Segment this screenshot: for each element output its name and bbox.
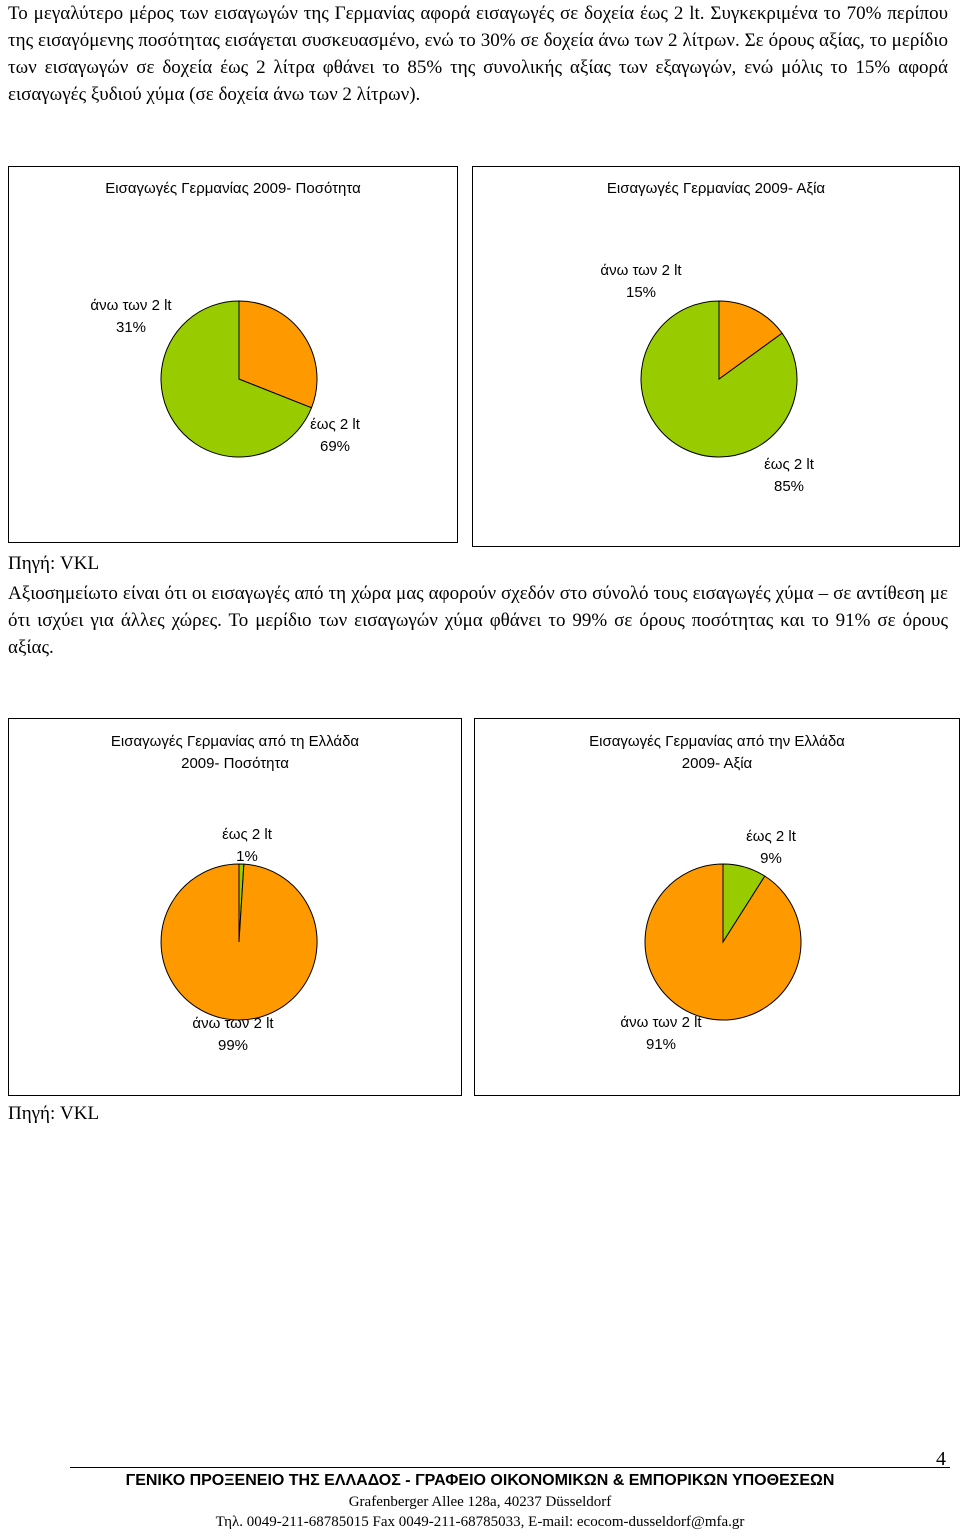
pie-chart-greece-value [474,718,960,1096]
pie-chart-quantity [8,166,458,543]
footer-divider [70,1467,950,1468]
slice-name: έως 2 lt [746,828,796,845]
chart-title-line-2: 2009- Ποσότητα [181,755,289,772]
slice-pct: 1% [236,848,258,865]
slice-pct: 31% [115,319,147,336]
slice-name: άνω των 2 lt [620,1014,702,1031]
slice-name: έως 2 lt [310,416,360,433]
chart-title-line-2: 2009- Αξία [681,755,753,772]
slice-name: άνω των 2 lt [192,1015,274,1032]
slice-pct: 69% [319,438,351,455]
chart-title-line-1: Εισαγωγές Γερμανίας από την Ελλάδα [589,733,845,750]
pie-chart-greece-quantity [8,718,462,1096]
source-note: Πηγή: VKL [8,553,100,574]
intro-paragraph: Το μεγαλύτερο μέρος των εισαγωγών της Γερμανίας αφορά εισαγωγές σε δοχεία έως 2 lt. Συγκεκριμένα το 70% περίπου της εισαγόμενης ποσότητας εισάγεται συσκευασμένο, ενώ το 30% σε δοχεία άνω των 2 λίτρων. Σε όρους αξίας, το μερίδιο των εισαγωγών σε δοχεία έως 2 λίτρα φθάνει το 85% της συνολικής αξίας των εξαγωγών, ενώ μόλις το 15% αφορά εισαγωγές ξυδιού χύμα (σε δοχεία άνω των 2 λίτρων). [8,3,948,105]
slice-pct: 91% [645,1036,677,1053]
page-number: 4 [936,1448,946,1470]
footer-contact: Τηλ. 0049-211-68785015 Fax 0049-211-68785033, E-mail: ecocom-dusseldorf@mfa.gr [215,1514,745,1530]
footer-office-name: ΓΕΝΙΚΟ ΠΡΟΞΕΝΕΙΟ ΤΗΣ ΕΛΛΑΔΟΣ - ΓΡΑΦΕΙΟ ΟΙΚΟΝΟΜΙΚΩΝ & ΕΜΠΟΡΙΚΩΝ ΥΠΟΘΕΣΕΩΝ [125,1472,835,1489]
slice-label-up-to-2lt [711,826,831,870]
slice-label-up-to-2lt [187,824,307,868]
slice-name: άνω των 2 lt [90,297,172,314]
slice-name: άνω των 2 lt [600,262,682,279]
slice-name: έως 2 lt [764,456,814,473]
slice-pct: 99% [217,1037,249,1054]
footer-address: Grafenberger Allee 128a, 40237 Düsseldorf [348,1494,612,1510]
slice-label-over-2lt [173,1013,293,1057]
chart-title: Εισαγωγές Γερμανίας 2009- Ποσότητα [105,180,361,197]
chart-title-line-1: Εισαγωγές Γερμανίας από τη Ελλάδα [110,733,360,750]
pie-svg [9,167,457,542]
slice-label-up-to-2lt [729,454,849,498]
slice-label-over-2lt [71,295,191,339]
slice-pct: 9% [760,850,782,867]
pie-chart-value [472,166,960,547]
pie-slice-over-2lt [161,864,317,1020]
slice-label-over-2lt [581,260,701,304]
slice-pct: 15% [625,284,657,301]
greece-paragraph: Αξιοσημείωτο είναι ότι οι εισαγωγές από τη χώρα μας αφορούν σχεδόν στο σύνολό τους εισαγωγές χύμα – σε αντίθεση με ότι ισχύει για άλλες χώρες. Το μερίδιο των εισαγωγών χύμα φθάνει το 99% σε όρους ποσότητας και το 91% σε όρους αξίας. [8,583,948,658]
pie-slice-over-2lt [645,864,801,1020]
slice-name: έως 2 lt [222,826,272,843]
source-note: Πηγή: VKL [8,1103,100,1124]
chart-title: Εισαγωγές Γερμανίας 2009- Αξία [606,180,826,197]
slice-label-over-2lt [601,1012,721,1056]
pie-svg [473,167,959,546]
slice-pct: 85% [773,478,805,495]
slice-label-up-to-2lt [275,414,395,458]
